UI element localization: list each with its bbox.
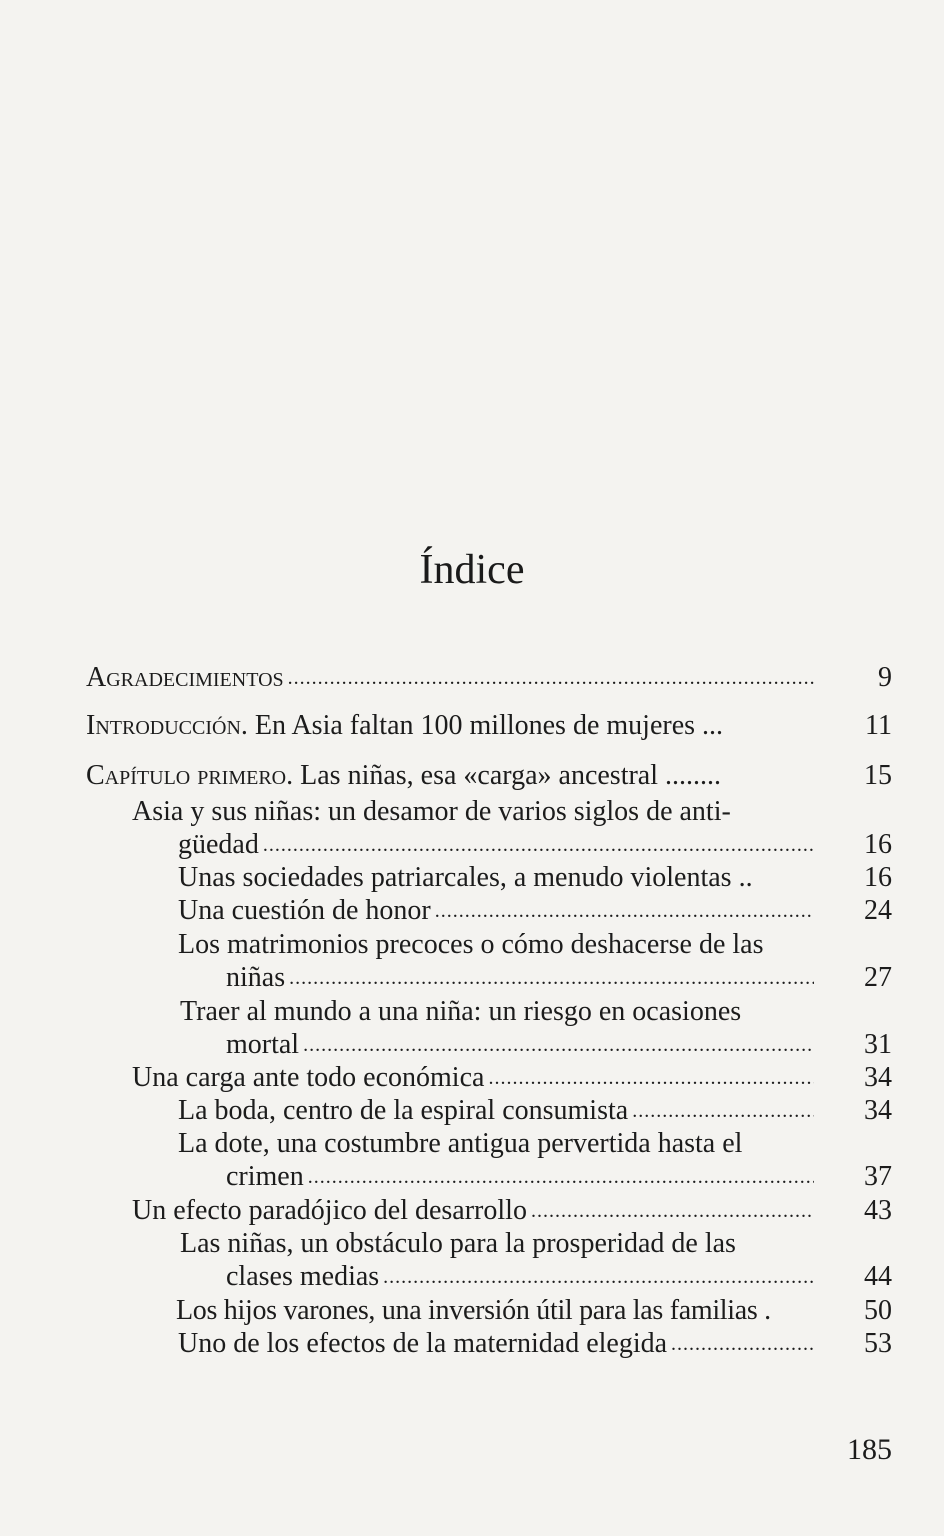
- toc-page-number: 31: [864, 1029, 892, 1060]
- toc-entry-matrimonios-precoces: [226, 962, 892, 994]
- toc-entry-label: mortal: [226, 1029, 300, 1060]
- leader-dots: [383, 1265, 814, 1293]
- toc-entry-label: Unas sociedades patriarcales, a menudo violentas ..: [178, 862, 753, 893]
- toc-entry-la-dote: [226, 1161, 892, 1193]
- leader-dots: [263, 833, 814, 861]
- toc-entry-label: Agradecimientos: [86, 662, 284, 693]
- toc-page-number: 27: [864, 962, 892, 993]
- toc-entry-label: La boda, centro de la espiral consumista: [178, 1095, 629, 1126]
- toc-entry-label: güedad: [178, 829, 259, 860]
- toc-page-number: 16: [864, 862, 892, 893]
- leader-dots: [288, 666, 814, 694]
- leader-dots: [488, 1066, 814, 1094]
- toc-entry-asia-y-sus-ninas: [178, 829, 892, 861]
- toc-page-number: 34: [864, 1062, 892, 1093]
- leader-dots: [435, 899, 814, 927]
- toc-entry-label: Una cuestión de honor: [178, 895, 431, 926]
- toc-entry-line: Asia y sus niñas: un desamor de varios siglos de anti-: [132, 796, 731, 827]
- toc-entry-hijos-varones: [176, 1295, 892, 1327]
- toc-entry-introduccion: [86, 710, 892, 742]
- toc-page-number: 9: [878, 662, 892, 693]
- toc-entry-efecto-paradojico: [132, 1195, 892, 1227]
- toc-entry-line: Las niñas, un obstáculo para la prosperidad de las: [180, 1228, 736, 1259]
- toc-entry-label: Los hijos varones, una inversión útil para las familias .: [176, 1295, 771, 1326]
- toc-page-number: 34: [864, 1095, 892, 1126]
- page-title: Índice: [419, 547, 525, 593]
- toc-entry-maternidad-elegida: [178, 1328, 892, 1360]
- toc-page-number: 15: [864, 760, 892, 791]
- toc-page-number: 43: [864, 1195, 892, 1226]
- toc-entry-label: Una carga ante todo económica: [132, 1062, 485, 1093]
- toc-page-number: 16: [864, 829, 892, 860]
- toc-entry-cuestion-de-honor: [178, 895, 892, 927]
- toc-page-number: 37: [864, 1161, 892, 1192]
- toc-page-number: 11: [865, 710, 892, 741]
- toc-page-number: 24: [864, 895, 892, 926]
- toc-entry-la-boda: [178, 1095, 892, 1127]
- toc-entry-agradecimientos: [86, 662, 892, 694]
- toc-page-number: 53: [864, 1328, 892, 1359]
- toc-entry-line: La dote, una costumbre antigua pervertida hasta el: [178, 1128, 743, 1159]
- leader-dots: [303, 1033, 814, 1061]
- toc-entry-sociedades-patriarcales: [178, 862, 892, 894]
- toc-entry-label: niñas: [226, 962, 286, 993]
- toc-entry-obstaculo-prosperidad: [226, 1261, 892, 1293]
- leader-dots: [671, 1332, 814, 1360]
- leader-dots: [632, 1099, 814, 1127]
- leader-dots: [289, 966, 814, 994]
- toc-entry-line: Los matrimonios precoces o cómo deshacerse de las: [178, 929, 764, 960]
- page-number: 185: [847, 1433, 892, 1466]
- toc-entry-line: Traer al mundo a una niña: un riesgo en ocasiones: [180, 996, 742, 1027]
- leader-dots: [308, 1165, 814, 1193]
- toc-entry-carga-economica: [132, 1062, 892, 1094]
- toc-entry-label: Uno de los efectos de la maternidad elegida: [178, 1328, 668, 1359]
- toc-page-number: 44: [864, 1261, 892, 1292]
- toc-entry-capitulo-primero: [86, 760, 892, 792]
- toc-entry-label: Introducción. En Asia faltan 100 millones de mujeres ...: [86, 710, 724, 741]
- leader-dots: [531, 1199, 814, 1227]
- toc-entry-label: crimen: [226, 1161, 304, 1192]
- toc-entry-label: Un efecto paradójico del desarrollo: [132, 1195, 527, 1226]
- toc-page-number: 50: [864, 1295, 892, 1326]
- toc-entry-traer-al-mundo: [226, 1029, 892, 1061]
- toc-entry-label: clases medias: [226, 1261, 380, 1292]
- toc-entry-label: Capítulo primero. Las niñas, esa «carga» ancestral ........: [86, 760, 722, 791]
